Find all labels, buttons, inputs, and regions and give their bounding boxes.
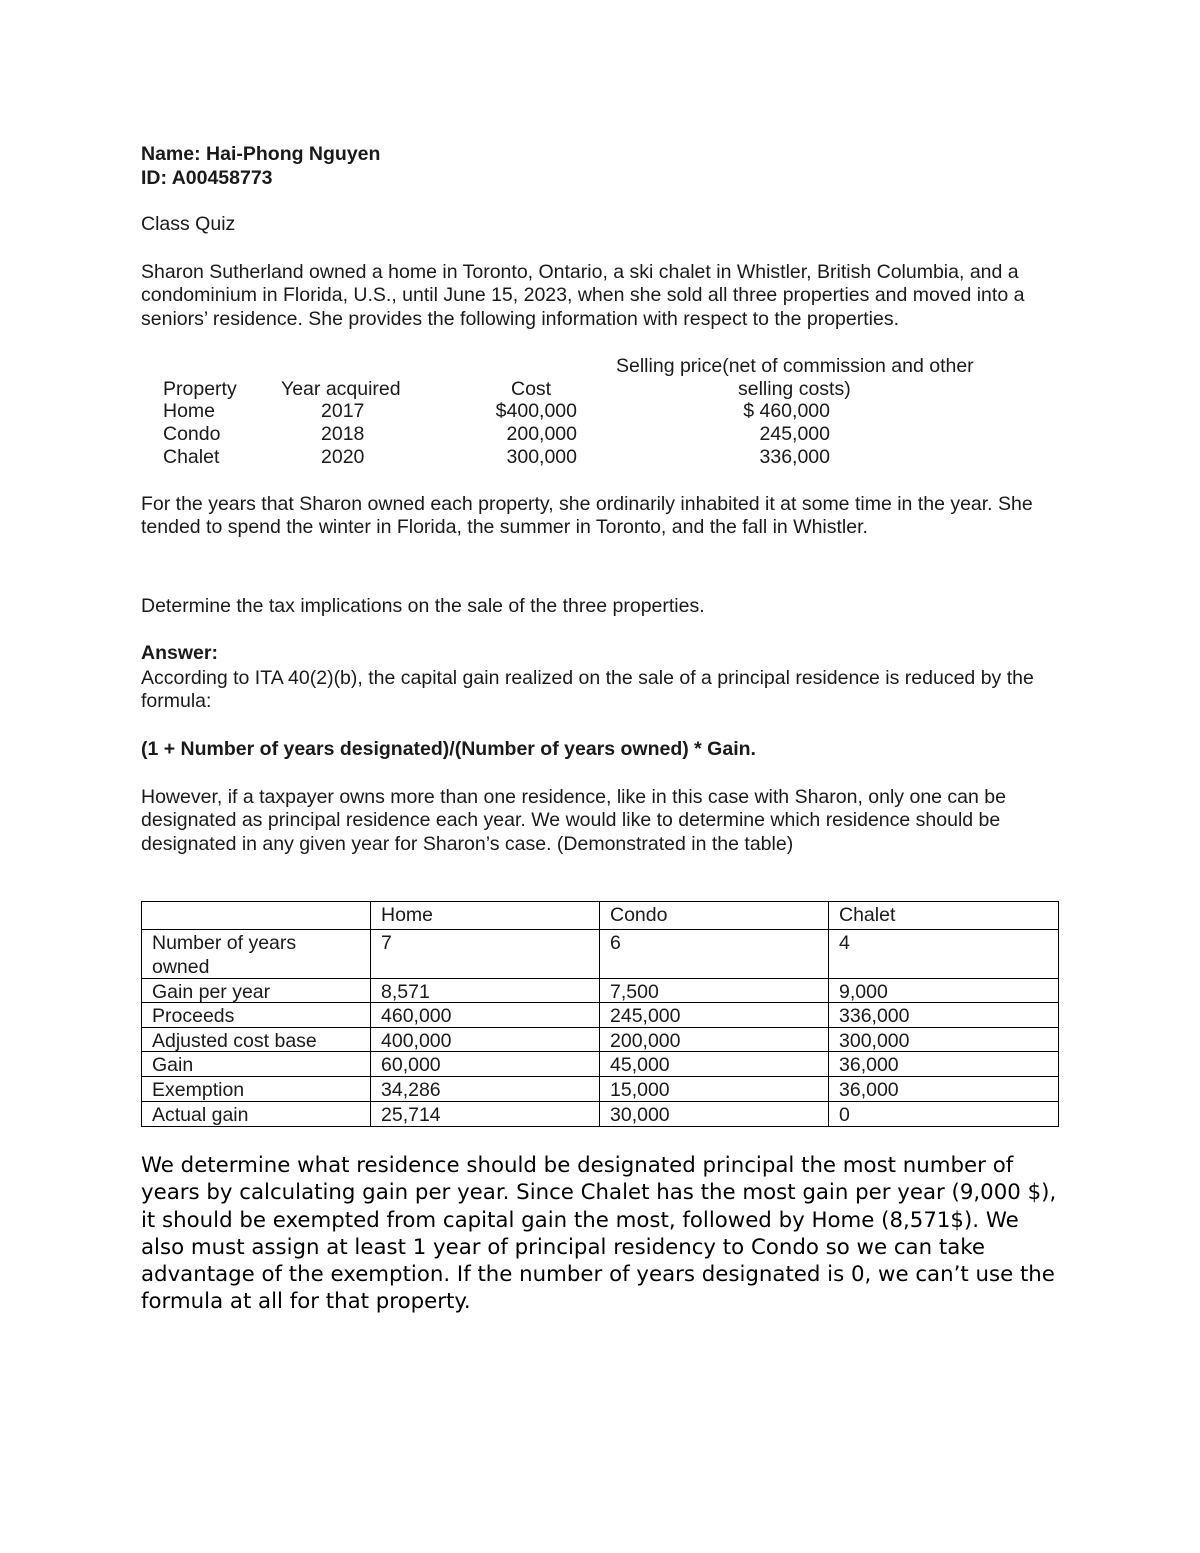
question-intro: Sharon Sutherland owned a home in Toronto, Ontario, a ski chalet in Whistler, British Columbia, and a condominium in Florida, U.S., until June 15, 2023, when she sold all three properties and moved into a seniors’ residence. She provides the following information with respect to the properties. — [141, 261, 1025, 330]
cell-chalet-years: 4 — [839, 932, 850, 954]
row-home-property: Home — [163, 400, 216, 422]
cell-condo-exemption: 15,000 — [610, 1079, 670, 1101]
column-divider-2 — [599, 901, 600, 1127]
student-name: Name: Hai-Phong Nguyen — [141, 143, 381, 165]
header-property: Property — [163, 378, 237, 400]
column-divider-1 — [370, 901, 371, 1127]
cell-condo-proceeds: 245,000 — [610, 1005, 681, 1027]
header-selling-line2: selling costs) — [738, 378, 851, 400]
student-id: ID: A00458773 — [141, 167, 273, 189]
row-rule — [141, 978, 1059, 979]
table-border-bottom — [141, 1126, 1059, 1127]
row-label-gain-per-year: Gain per year — [152, 981, 271, 1003]
table-border-right — [1058, 901, 1059, 1127]
cell-chalet-gain-per-year: 9,000 — [839, 981, 888, 1003]
header-year: Year acquired — [281, 378, 401, 400]
row-label-gain: Gain — [152, 1054, 194, 1076]
cell-chalet-acb: 300,000 — [839, 1030, 910, 1052]
row-home-selling: $ 460,000 — [743, 400, 830, 422]
cell-condo-acb: 200,000 — [610, 1030, 681, 1052]
row-label-exemption: Exemption — [152, 1079, 245, 1101]
cell-home-acb: 400,000 — [381, 1030, 452, 1052]
row-label-proceeds: Proceeds — [152, 1005, 235, 1027]
row-chalet-cost: 300,000 — [506, 446, 577, 468]
row-chalet-property: Chalet — [163, 446, 220, 468]
answer-paragraph-1: According to ITA 40(2)(b), the capital gain realized on the sale of a principal residence is reduced by the formula: — [141, 667, 1034, 713]
cell-home-gain: 60,000 — [381, 1054, 441, 1076]
cell-home-exemption: 34,286 — [381, 1079, 441, 1101]
formula: (1 + Number of years designated)/(Number of years owned) * Gain. — [141, 738, 756, 760]
table-border-left — [141, 901, 142, 1127]
cell-home-actual-gain: 25,714 — [381, 1104, 441, 1126]
cell-home-gain-per-year: 8,571 — [381, 981, 430, 1003]
row-label-actual-gain: Actual gain — [152, 1104, 249, 1126]
row-chalet-year: 2020 — [321, 446, 365, 468]
answer-label: Answer: — [141, 642, 218, 664]
row-rule — [141, 1027, 1059, 1028]
row-home-year: 2017 — [321, 400, 365, 422]
row-chalet-selling: 336,000 — [759, 446, 830, 468]
column-header-chalet: Chalet — [839, 904, 896, 926]
conclusion-paragraph: We determine what residence should be designated principal the most number of years by calculating gain per year. Since Chalet has the most gain per year (9,000 $), it should be exempted from capital gain the most, followed by Home (8,571$). We also must assign at least 1 year of principal residency to Condo so we can take advantage of the exemption. If the number of years designated is 0, we can’t use the formula at all for that property. — [141, 1153, 1057, 1315]
cell-chalet-proceeds: 336,000 — [839, 1005, 910, 1027]
row-condo-cost: 200,000 — [506, 423, 577, 445]
cell-home-years: 7 — [381, 932, 392, 954]
cell-condo-years: 6 — [610, 932, 621, 954]
cell-home-proceeds: 460,000 — [381, 1005, 452, 1027]
habitation-text: For the years that Sharon owned each property, she ordinarily inhabited it at some time in the year. She tended to spend the winter in Florida, the summer in Toronto, and the fall in Whistler. — [141, 493, 1033, 539]
row-rule — [141, 1101, 1059, 1102]
row-rule — [141, 1002, 1059, 1003]
row-rule — [141, 929, 1059, 930]
row-condo-year: 2018 — [321, 423, 365, 445]
row-label-years-owned-line2: owned — [152, 956, 210, 978]
column-header-home: Home — [381, 904, 434, 926]
row-condo-selling: 245,000 — [759, 423, 830, 445]
row-condo-property: Condo — [163, 423, 221, 445]
answer-paragraph-2: However, if a taxpayer owns more than one residence, like in this case with Sharon, only one can be designated as principal residence each year. We would like to determine which residence should be designated in any given year for Sharon’s case. (Demonstrated in the table) — [141, 786, 1006, 855]
cell-chalet-gain: 36,000 — [839, 1054, 899, 1076]
class-title: Class Quiz — [141, 213, 236, 235]
cell-chalet-actual-gain: 0 — [839, 1104, 850, 1126]
row-label-years-owned: Number of years — [152, 932, 297, 954]
header-selling-line1: Selling price(net of commission and other — [616, 355, 974, 377]
header-cost: Cost — [511, 378, 552, 400]
cell-condo-gain: 45,000 — [610, 1054, 670, 1076]
cell-condo-gain-per-year: 7,500 — [610, 981, 659, 1003]
cell-condo-actual-gain: 30,000 — [610, 1104, 670, 1126]
row-label-acb: Adjusted cost base — [152, 1030, 317, 1052]
task-text: Determine the tax implications on the sale of the three properties. — [141, 595, 705, 617]
row-rule — [141, 1076, 1059, 1077]
analysis-table — [141, 901, 1059, 1127]
column-header-condo: Condo — [610, 904, 668, 926]
cell-chalet-exemption: 36,000 — [839, 1079, 899, 1101]
column-divider-3 — [828, 901, 829, 1127]
row-home-cost: $400,000 — [495, 400, 577, 422]
table-border-top — [141, 901, 1059, 902]
